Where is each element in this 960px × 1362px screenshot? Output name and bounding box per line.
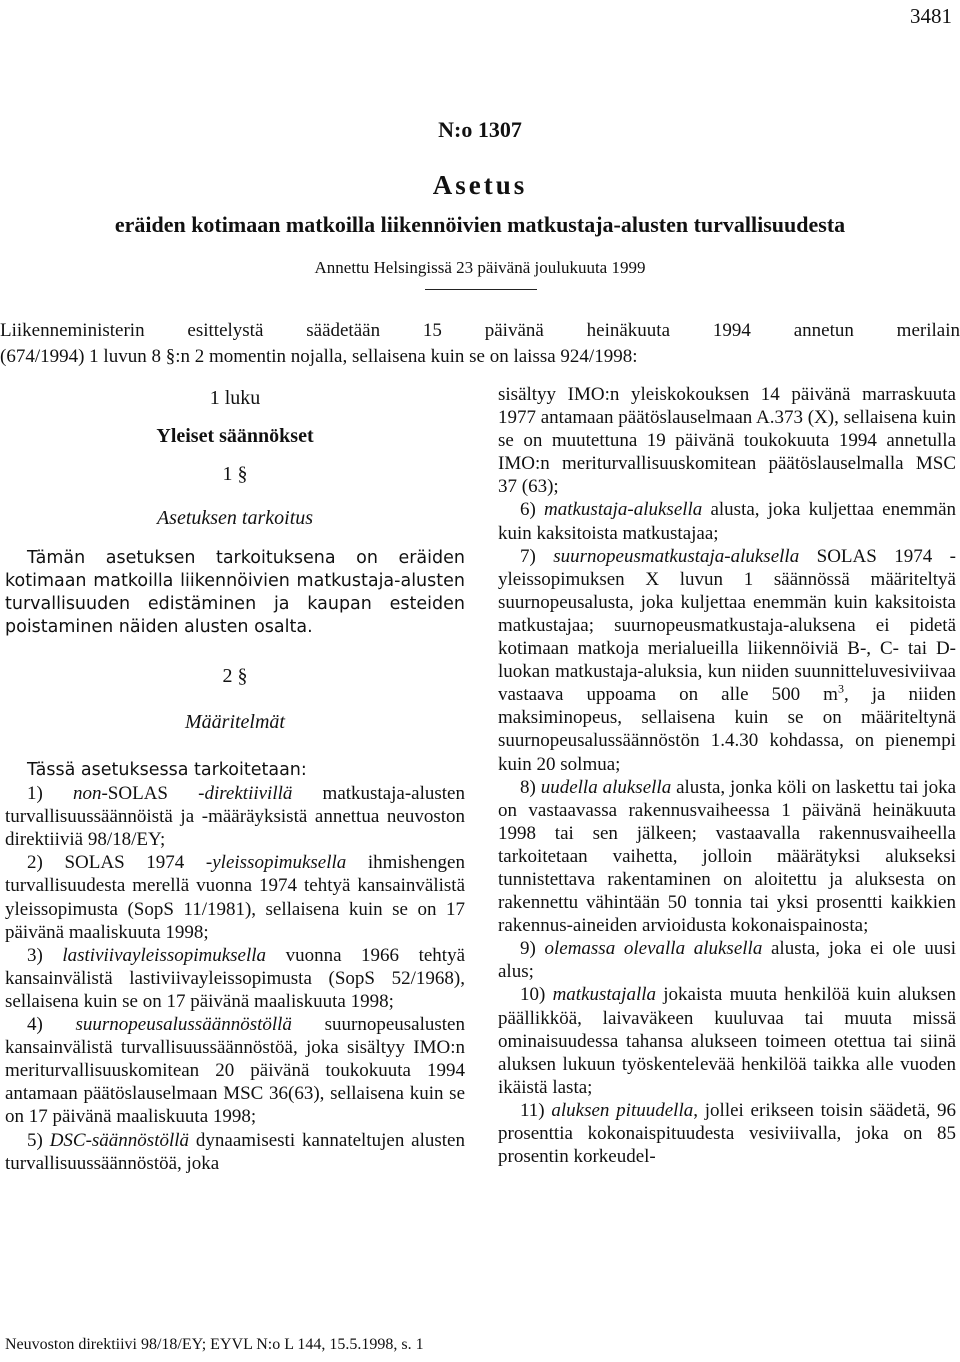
preamble [0,318,960,370]
footnote-divider [5,1329,155,1330]
section-1-text: Tämän asetuksen tarkoituksena on eräiden kotimaan matkoilla liikennöivien matkustaja-alusten turvallisuuden edistäminen ja kaupan esteiden poistaminen näiden alusten osalta. [5,548,465,638]
definition-2: 2) SOLAS 1974 -yleissopimuksella ihmishengen turvallisuudesta merellä vuonna 1974 tehtyä kansainvälistä yleissopimusta (SopS 11/1981), sellaisena kuin se on 17 päivänä maaliskuuta 1998; [5,852,465,943]
section-2-intro: Tässä asetuksessa tarkoitetaan: [27,760,307,780]
section-1-number: 1 § [222,463,248,485]
chapter-heading: 1 luku [209,387,261,409]
section-2-title: Määritelmät [185,711,285,733]
definition-4: 4) suurnopeusalussäännöstöllä suurnopeusalusten kansainvälistä turvallisuussäännöstöä, joka sisältyy IMO:n meriturvallisuuskomitean 20 päivänä toukokuuta 1994 antamaan päätöslauselmaan MSC 36(63), sellaisena kuin se on 17 päivänä maaliskuuta 1998; [5,1014,465,1128]
definition-9: 9) olemassa olevalla aluksella alusta, joka ei ole uusi alus; [498,938,956,983]
preamble-line: (674/1994) 1 luvun 8 §:n 2 momentin nojalla, sellaisena kuin se on laissa 924/1998: [0,346,638,367]
definition-11: 11) aluksen pituudella, jollei erikseen toisin säädetä, 96 prosenttia kokonaispituudesta vesiviivalla, joka on 85 prosentin korkeudel- [498,1099,957,1168]
definition-6: 6) matkustaja-aluksella alusta, joka kuljettaa enemmän kuin kaksitoista matkustajaa; [498,499,957,544]
title-divider [425,289,537,290]
document-title: eräiden kotimaan matkoilla liikennöivien matkustaja-alusten turvallisuudesta [114,212,846,237]
definition-5: 5) DSC-säännöstöllä dynaamisesti kannateltujen alusten turvallisuussäännöstöä, joka [5,1129,465,1174]
given-date: Annettu Helsingissä 23 päivänä joulukuuta 1999 [314,258,646,277]
left-column [5,383,465,1175]
definition-7: 7) suurnopeusmatkustaja-aluksella SOLAS 1974 -yleissopimuksen X luvun 1 säännössä määriteltyä suurnopeusalusta, joka kuljettaa enemmän kuin kaksitoista matkustajaa; suurnopeusmatkustaja-aluksena ei pidetä kotimaan matkoja merialueilla liikennöiviä B-, C- tai D-luokan matkustaja-aluksia, kun niiden suunnitteluvesiviivaa vastaava uppoama on alle 500 $m^3$, ja niiden maksiminopeus, sellaisena kuin se on määriteltynä suurnopeusalussäännöstön 1.4.30 kohdassa, on pienempi kuin 20 solmua; [498,545,957,775]
definition-5-continued: sisältyy IMO:n yleiskokouksen 14 päivänä marraskuuta 1977 antamaan päätöslauselmaan A.373 (X), sellaisena kuin se on muutettuna 19 päivänä toukokuuta 1994 annetulla IMO:n meriturvallisuuskomitean päätöslauselmalla MSC 37 (63); [498,384,956,498]
preamble-line: Liikenneministerin esittelystä säädetään 15 päivänä heinäkuuta 1994 annetun merilain [0,320,960,341]
section-2-number: 2 § [222,665,248,687]
section-1-title: Asetuksen tarkoitus [156,507,314,529]
definition-8: 8) uudella aluksella alusta, jonka köli on laskettu tai joka on vastaavassa rakennusvaiheessa 1 päivänä heinäkuuta 1998 tai sen jälkeen; vastaavalla rakennusvaiheella tarkoitetaan vaihetta, jolloin määrätyksi alukseksi tunnistettava rakentaminen on aloitettu ja aluksesta on rakennettu vähintään 50 tonnia tai yksi prosentti kaikkien rakennus-aineiden arvioidusta kokonaispainosta; [498,776,957,937]
chapter-title: Yleiset säännökset [156,425,314,447]
page-number: 3481 [910,4,952,28]
document-number: N:o 1307 [438,117,522,142]
document-type: Asetus [432,170,528,200]
definition-10: 10) matkustajalla jokaista muuta henkilöä kuin aluksen päällikköä, laivaväkeen kuuluvaa tai muuta missä ominaisuudessa tahansa alukseen toimeen otettua tai siinä aluksen lukuun työskentelevää henkilöä taikka alle vuoden ikäistä lasta; [498,984,956,1098]
right-column [498,383,956,1168]
definition-3: 3) lastiviivayleissopimuksella vuonna 1966 tehtyä kansainvälistä lastiviivayleissopimusta (SopS 52/1968), sellaisena kuin se on 17 päivänä maaliskuuta 1998; [5,944,465,1012]
footnote: Neuvoston direktiivi 98/18/EY; EYVL N:o L 144, 15.5.1998, s. 1 [5,1336,424,1353]
definition-1: 1) non-SOLAS -direktiivillä matkustaja-alusten turvallisuussäännöistä ja -määräyksistä annettua neuvoston direktiiviä 98/18/EY; [5,783,465,851]
